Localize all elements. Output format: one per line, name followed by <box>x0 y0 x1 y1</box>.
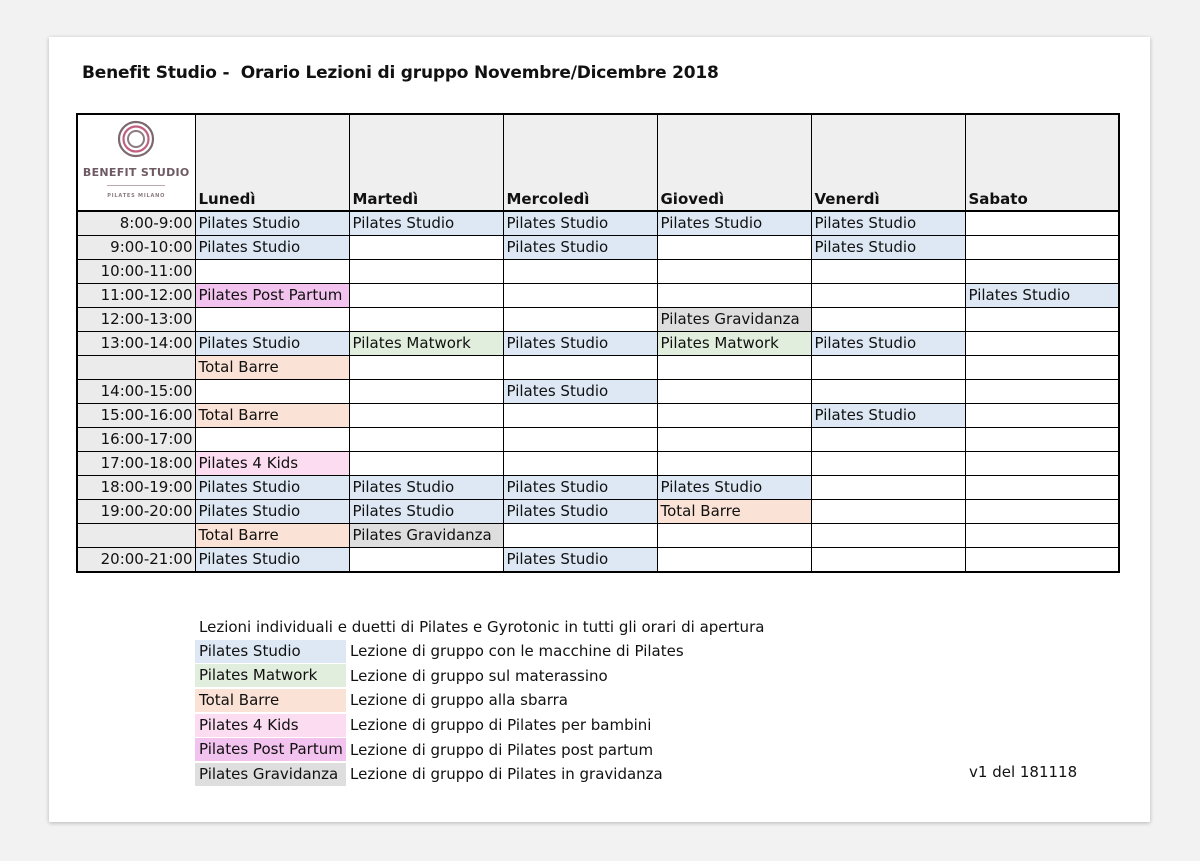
legend-row <box>195 713 764 738</box>
time-slot: 16:00-17:00 <box>77 428 195 452</box>
empty-cell <box>349 428 503 452</box>
class-cell: Pilates Studio <box>195 476 349 500</box>
empty-cell <box>657 524 811 548</box>
schedule-row <box>77 236 1119 260</box>
empty-cell <box>657 404 811 428</box>
empty-cell <box>965 548 1119 573</box>
empty-cell <box>503 452 657 476</box>
time-slot <box>77 524 195 548</box>
schedule-row <box>77 332 1119 356</box>
empty-cell <box>965 308 1119 332</box>
empty-cell <box>811 380 965 404</box>
schedule-row <box>77 284 1119 308</box>
legend-swatch-label: Pilates Matwork <box>195 664 346 687</box>
empty-cell <box>657 284 811 308</box>
day-header: Lunedì <box>195 114 349 211</box>
class-cell: Pilates Studio <box>503 236 657 260</box>
time-slot: 12:00-13:00 <box>77 308 195 332</box>
empty-cell <box>965 476 1119 500</box>
empty-cell <box>349 284 503 308</box>
class-cell: Pilates Studio <box>811 236 965 260</box>
class-cell: Pilates Studio <box>503 548 657 573</box>
empty-cell <box>811 452 965 476</box>
empty-cell <box>503 260 657 284</box>
time-slot: 20:00-21:00 <box>77 548 195 573</box>
legend-swatch-label: Pilates Gravidanza <box>195 763 346 786</box>
schedule-row <box>77 500 1119 524</box>
legend-row <box>195 639 764 664</box>
time-slot <box>77 356 195 380</box>
empty-cell <box>965 500 1119 524</box>
schedule-body <box>77 211 1119 572</box>
class-cell: Pilates Studio <box>349 500 503 524</box>
legend-row <box>195 664 764 689</box>
logo-brand-text: BENEFIT STUDIO <box>82 166 190 179</box>
time-slot: 8:00-9:00 <box>77 211 195 236</box>
class-cell: Pilates Gravidanza <box>349 524 503 548</box>
schedule-row <box>77 428 1119 452</box>
class-cell: Pilates Studio <box>503 476 657 500</box>
class-cell: Total Barre <box>195 524 349 548</box>
day-header: Mercoledì <box>503 114 657 211</box>
class-cell: Total Barre <box>195 356 349 380</box>
empty-cell <box>811 476 965 500</box>
version-label: v1 del 181118 <box>969 763 1078 781</box>
empty-cell <box>965 332 1119 356</box>
empty-cell <box>965 380 1119 404</box>
class-cell: Pilates 4 Kids <box>195 452 349 476</box>
time-slot: 11:00-12:00 <box>77 284 195 308</box>
time-slot: 13:00-14:00 <box>77 332 195 356</box>
schedule-row <box>77 452 1119 476</box>
class-cell: Pilates Studio <box>657 476 811 500</box>
legend-description: Lezione di gruppo di Pilates post partum <box>350 740 654 759</box>
empty-cell <box>349 380 503 404</box>
schedule-row <box>77 308 1119 332</box>
class-cell: Pilates Studio <box>195 211 349 236</box>
empty-cell <box>811 356 965 380</box>
time-slot: 19:00-20:00 <box>77 500 195 524</box>
day-header: Giovedì <box>657 114 811 211</box>
legend-description: Lezione di gruppo sul materassino <box>350 666 608 685</box>
empty-cell <box>965 428 1119 452</box>
empty-cell <box>657 260 811 284</box>
empty-cell <box>811 548 965 573</box>
schedule-row <box>77 260 1119 284</box>
empty-cell <box>657 428 811 452</box>
time-slot: 9:00-10:00 <box>77 236 195 260</box>
class-cell: Pilates Matwork <box>349 332 503 356</box>
empty-cell <box>965 236 1119 260</box>
legend-note: Lezioni individuali e duetti di Pilates e Gyrotonic in tutti gli orari di apertura <box>199 618 765 636</box>
concentric-circles-logo-icon <box>116 119 156 159</box>
time-slot: 15:00-16:00 <box>77 404 195 428</box>
empty-cell <box>349 356 503 380</box>
class-cell: Pilates Studio <box>503 332 657 356</box>
time-slot: 14:00-15:00 <box>77 380 195 404</box>
header-row <box>77 114 1119 211</box>
empty-cell <box>811 260 965 284</box>
class-cell: Pilates Studio <box>503 380 657 404</box>
class-cell: Total Barre <box>657 500 811 524</box>
logo-sub-text: PILATES MILANO <box>107 185 165 206</box>
schedule-row <box>77 404 1119 428</box>
page-title: Benefit Studio - Orario Lezioni di gruppo Novembre/Dicembre 2018 <box>82 63 719 83</box>
class-cell: Pilates Post Partum <box>195 284 349 308</box>
empty-cell <box>965 356 1119 380</box>
class-cell: Pilates Gravidanza <box>657 308 811 332</box>
empty-cell <box>195 428 349 452</box>
legend-row <box>195 737 764 762</box>
schedule-row <box>77 211 1119 236</box>
schedule-table <box>76 113 1120 573</box>
empty-cell <box>195 260 349 284</box>
empty-cell <box>657 452 811 476</box>
schedule-row <box>77 524 1119 548</box>
schedule-row <box>77 548 1119 573</box>
empty-cell <box>349 308 503 332</box>
logo-cell <box>77 114 195 211</box>
class-cell: Pilates Studio <box>657 211 811 236</box>
empty-cell <box>811 524 965 548</box>
empty-cell <box>657 236 811 260</box>
document-page <box>49 37 1150 822</box>
legend-swatch-label: Pilates Studio <box>195 640 346 663</box>
empty-cell <box>965 524 1119 548</box>
time-slot: 17:00-18:00 <box>77 452 195 476</box>
class-cell: Pilates Studio <box>965 284 1119 308</box>
class-cell: Pilates Studio <box>811 404 965 428</box>
empty-cell <box>657 356 811 380</box>
class-cell: Pilates Studio <box>195 236 349 260</box>
class-cell: Pilates Studio <box>195 548 349 573</box>
empty-cell <box>349 236 503 260</box>
empty-cell <box>811 308 965 332</box>
class-cell: Pilates Studio <box>503 211 657 236</box>
empty-cell <box>811 428 965 452</box>
class-cell: Total Barre <box>195 404 349 428</box>
legend-description: Lezione di gruppo di Pilates in gravidanza <box>350 765 663 784</box>
empty-cell <box>503 404 657 428</box>
legend-description: Lezione di gruppo con le macchine di Pilates <box>350 642 684 661</box>
empty-cell <box>349 452 503 476</box>
class-cell: Pilates Studio <box>811 332 965 356</box>
empty-cell <box>657 380 811 404</box>
empty-cell <box>965 452 1119 476</box>
empty-cell <box>349 404 503 428</box>
class-cell: Pilates Studio <box>349 211 503 236</box>
legend <box>195 617 764 787</box>
schedule-row <box>77 476 1119 500</box>
empty-cell <box>811 284 965 308</box>
empty-cell <box>349 260 503 284</box>
class-cell: Pilates Matwork <box>657 332 811 356</box>
empty-cell <box>503 308 657 332</box>
legend-swatch-label: Pilates 4 Kids <box>195 714 346 737</box>
class-cell: Pilates Studio <box>195 332 349 356</box>
legend-row <box>195 688 764 713</box>
empty-cell <box>965 260 1119 284</box>
empty-cell <box>195 380 349 404</box>
class-cell: Pilates Studio <box>349 476 503 500</box>
day-header: Venerdì <box>811 114 965 211</box>
benefit-studio-logo <box>78 119 195 206</box>
empty-cell <box>811 500 965 524</box>
empty-cell <box>195 308 349 332</box>
legend-row <box>195 762 764 787</box>
empty-cell <box>965 404 1119 428</box>
legend-description: Lezione di gruppo di Pilates per bambini <box>350 716 652 735</box>
schedule-row <box>77 356 1119 380</box>
empty-cell <box>503 284 657 308</box>
empty-cell <box>965 211 1119 236</box>
empty-cell <box>349 548 503 573</box>
class-cell: Pilates Studio <box>811 211 965 236</box>
empty-cell <box>503 356 657 380</box>
class-cell: Pilates Studio <box>195 500 349 524</box>
time-slot: 10:00-11:00 <box>77 260 195 284</box>
legend-swatch-label: Pilates Post Partum <box>195 738 346 761</box>
day-header: Martedì <box>349 114 503 211</box>
time-slot: 18:00-19:00 <box>77 476 195 500</box>
legend-swatch-label: Total Barre <box>195 689 346 712</box>
schedule-row <box>77 380 1119 404</box>
legend-description: Lezione di gruppo alla sbarra <box>350 691 568 710</box>
empty-cell <box>503 428 657 452</box>
day-header: Sabato <box>965 114 1119 211</box>
empty-cell <box>503 524 657 548</box>
legend-items <box>195 639 764 787</box>
empty-cell <box>657 548 811 573</box>
class-cell: Pilates Studio <box>503 500 657 524</box>
